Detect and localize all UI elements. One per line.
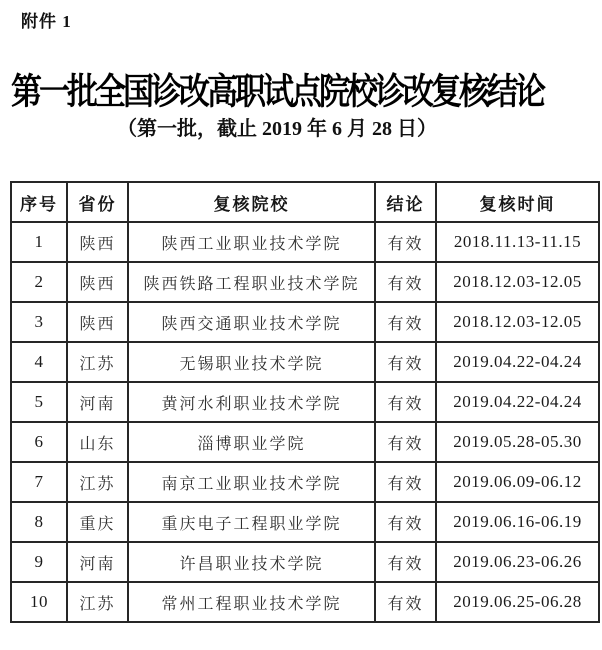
page-subtitle: （第一批，截止 2019 年 6 月 28 日） (117, 118, 437, 140)
column-header-index: 序号 (11, 182, 67, 222)
cell-conclusion: 有效 (375, 462, 436, 502)
table-row (11, 582, 599, 622)
column-header-province: 省份 (67, 182, 128, 222)
table-header-row (11, 182, 599, 222)
cell-index: 4 (11, 342, 67, 382)
attachment-label: 附件 1 (21, 12, 72, 31)
table-row (11, 382, 599, 422)
cell-school: 常州工程职业技术学院 (128, 582, 375, 622)
cell-index: 7 (11, 462, 67, 502)
cell-conclusion: 有效 (375, 302, 436, 342)
cell-time: 2019.06.09-06.12 (436, 462, 599, 502)
table-row (11, 422, 599, 462)
cell-school: 南京工业职业技术学院 (128, 462, 375, 502)
cell-index: 3 (11, 302, 67, 342)
cell-province: 陕西 (67, 222, 128, 262)
cell-conclusion: 有效 (375, 382, 436, 422)
cell-school: 陕西铁路工程职业技术学院 (128, 262, 375, 302)
table-row (11, 462, 599, 502)
cell-school: 淄博职业学院 (128, 422, 375, 462)
cell-time: 2019.04.22-04.24 (436, 382, 599, 422)
cell-index: 10 (11, 582, 67, 622)
cell-province: 江苏 (67, 342, 128, 382)
cell-conclusion: 有效 (375, 582, 436, 622)
cell-conclusion: 有效 (375, 422, 436, 462)
cell-time: 2018.12.03-12.05 (436, 302, 599, 342)
cell-school: 重庆电子工程职业学院 (128, 502, 375, 542)
table-row (11, 342, 599, 382)
cell-index: 2 (11, 262, 67, 302)
cell-time: 2019.05.28-05.30 (436, 422, 599, 462)
cell-school: 许昌职业技术学院 (128, 542, 375, 582)
cell-index: 5 (11, 382, 67, 422)
cell-province: 陕西 (67, 262, 128, 302)
cell-index: 6 (11, 422, 67, 462)
cell-conclusion: 有效 (375, 342, 436, 382)
cell-time: 2019.06.23-06.26 (436, 542, 599, 582)
table-row (11, 542, 599, 582)
cell-province: 江苏 (67, 462, 128, 502)
page-title: 第一批全国诊改高职试点院校诊改复核结论 (11, 71, 543, 112)
document-header (0, 62, 554, 112)
column-header-time: 复核时间 (436, 182, 599, 222)
column-header-conclusion: 结论 (375, 182, 436, 222)
cell-province: 河南 (67, 382, 128, 422)
cell-index: 9 (11, 542, 67, 582)
table-row (11, 502, 599, 542)
cell-conclusion: 有效 (375, 222, 436, 262)
column-header-school: 复核院校 (128, 182, 375, 222)
cell-index: 1 (11, 222, 67, 262)
table-row (11, 222, 599, 262)
cell-conclusion: 有效 (375, 542, 436, 582)
cell-time: 2018.12.03-12.05 (436, 262, 599, 302)
cell-province: 河南 (67, 542, 128, 582)
cell-school: 陕西交通职业技术学院 (128, 302, 375, 342)
review-results-table (10, 181, 600, 623)
table-row (11, 262, 599, 302)
table-row (11, 302, 599, 342)
cell-time: 2018.11.13-11.15 (436, 222, 599, 262)
cell-school: 陕西工业职业技术学院 (128, 222, 375, 262)
cell-province: 江苏 (67, 582, 128, 622)
cell-province: 重庆 (67, 502, 128, 542)
cell-school: 无锡职业技术学院 (128, 342, 375, 382)
cell-index: 8 (11, 502, 67, 542)
cell-time: 2019.06.16-06.19 (436, 502, 599, 542)
cell-school: 黄河水利职业技术学院 (128, 382, 375, 422)
cell-province: 山东 (67, 422, 128, 462)
cell-conclusion: 有效 (375, 502, 436, 542)
cell-conclusion: 有效 (375, 262, 436, 302)
cell-province: 陕西 (67, 302, 128, 342)
cell-time: 2019.06.25-06.28 (436, 582, 599, 622)
cell-time: 2019.04.22-04.24 (436, 342, 599, 382)
